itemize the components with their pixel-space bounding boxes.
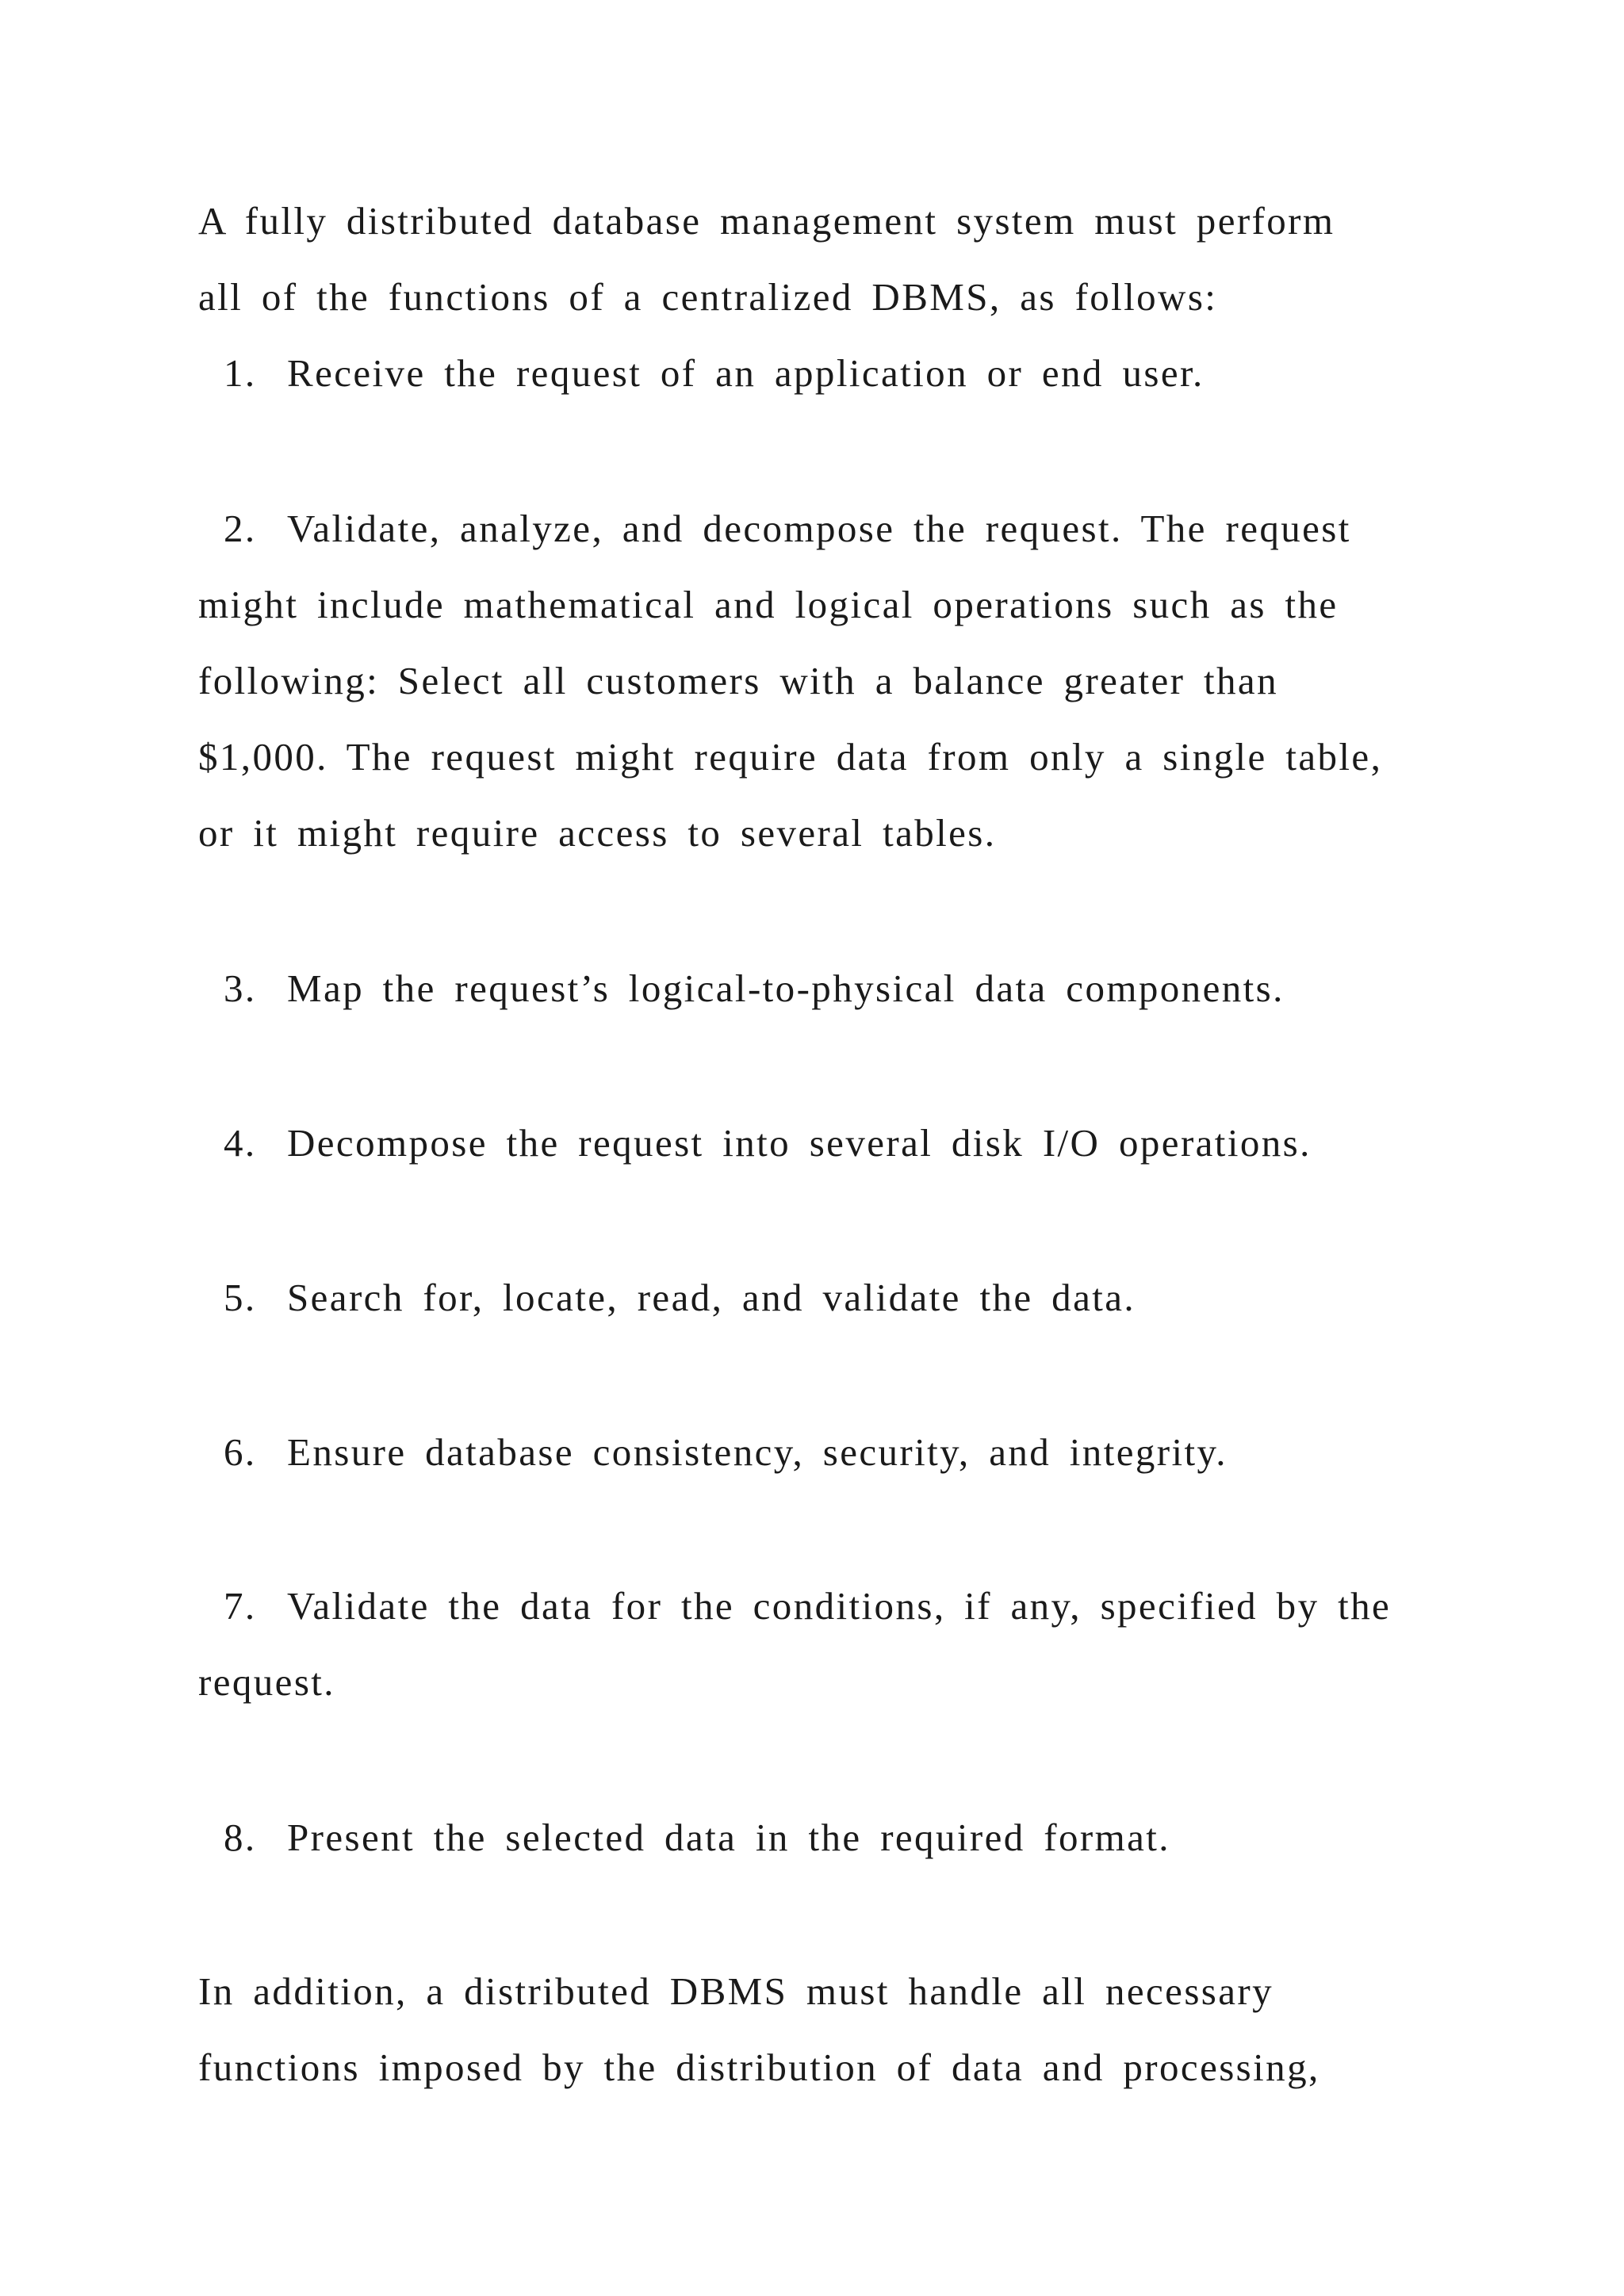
list-item-2-continuation: might include mathematical and logical operations such as the [198,583,1339,626]
list-item-text: Search for, locate, read, and validate the data. [287,1276,1136,1319]
list-item-number: 2. [224,507,257,550]
closing-line-1: In addition, a distributed DBMS must handle all necessary [198,1969,1274,2013]
list-item-number: 1. [224,351,257,395]
list-item-text: Present the selected data in the required format. [287,1816,1170,1859]
intro-line-1: A fully distributed database management system must perform [198,199,1335,243]
list-item-number: 3. [224,966,257,1010]
closing-line-2: functions imposed by the distribution of data and processing, [198,2045,1320,2089]
list-item-text: Decompose the request into several disk I/O operations. [287,1121,1312,1165]
list-item-7 [224,1582,1391,1630]
list-item-6 [224,1429,1228,1476]
list-item-8 [224,1814,1170,1862]
list-item-1 [224,350,1205,397]
list-item-5 [224,1274,1136,1322]
list-item-text: Ensure database consistency, security, and integrity. [287,1430,1228,1474]
list-item-3 [224,965,1285,1012]
list-item-text: Validate, analyze, and decompose the request. The request [287,507,1351,550]
list-item-number: 5. [224,1276,257,1319]
list-item-7-continuation: request. [198,1660,335,1704]
list-item-2-continuation: following: Select all customers with a balance greater than [198,659,1278,702]
list-item-2-continuation: or it might require access to several tables. [198,811,997,855]
list-item-4 [224,1119,1312,1167]
intro-line-2: all of the functions of a centralized DBMS, as follows: [198,275,1218,319]
list-item-2 [224,505,1351,553]
list-item-text: Map the request’s logical-to-physical data components. [287,966,1285,1010]
list-item-number: 7. [224,1584,257,1628]
list-item-number: 8. [224,1816,257,1859]
list-item-2-continuation: $1,000. The request might require data from only a single table, [198,735,1383,779]
list-item-number: 4. [224,1121,257,1165]
list-item-number: 6. [224,1430,257,1474]
list-item-text: Validate the data for the conditions, if any, specified by the [287,1584,1392,1628]
list-item-text: Receive the request of an application or end user. [287,351,1205,395]
